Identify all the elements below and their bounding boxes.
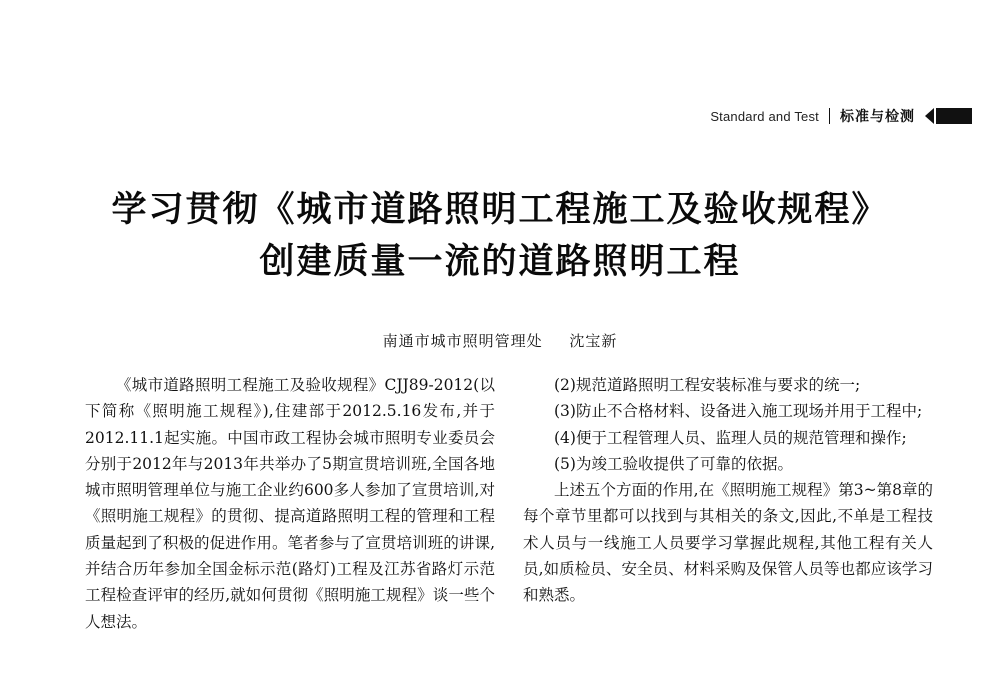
byline [0,330,1000,351]
title-line-2: 创建质量一流的道路照明工程 [259,242,741,282]
chevron-left-icon [925,108,934,124]
list-item: (4)便于工程管理人员、监理人员的规范管理和操作; [554,428,907,447]
running-header-english: Standard and Test [710,108,819,124]
body-column-left [85,372,495,635]
author-organization: 南通市城市照明管理处 [382,332,543,350]
running-header-chinese: 标准与检测 [840,109,915,125]
author-name: 沈宝新 [569,332,618,350]
list-item: (2)规范道路照明工程安装标准与要求的统一; [554,376,861,394]
body-column-right [523,372,933,609]
article-title [0,186,1000,286]
paragraph: 《城市道路照明工程施工及验收规程》CJJ89-2012(以下简称《照明施工规程》),住建部于2012.5.16发布,并于2012.11.1起实施。中国市政工程协会城市照明专业委员会分别于2012年与2013年共举办了5期宣贯培训班,全国各地城市照明管理单位与施工企业约600多人参加了宣贯培训,对《照明施工规程》的贯彻、提高道路照明工程的管理和工程质量起到了积极的促进作用。笔者参与了宣贯培训班的讲课,并结合历年参加全国金标示范(路灯)工程及江苏省路灯示范工程检查评审的经历,就如何贯彻《照明施工规程》谈一些个人想法。 [85,376,495,631]
title-line-1: 学习贯彻《城市道路照明工程施工及验收规程》 [111,190,889,230]
paragraph: 上述五个方面的作用,在《照明施工规程》第3~第8章的每个章节里都可以找到与其相关的条文,因此,不单是工程技术人员与一线施工人员要学习掌握此规程,其他工程有关人员,如质检员、安全员、材料采购及保管人员等也都应该学习和熟悉。 [523,481,933,605]
list-item: (5)为竣工验收提供了可靠的依据。 [554,454,793,473]
running-header-divider [829,108,830,124]
list-item: (3)防止不合格材料、设备进入施工现场并用于工程中; [554,402,923,421]
running-header [710,103,972,129]
section-bar [936,108,972,124]
section-marker-icon [925,106,972,126]
